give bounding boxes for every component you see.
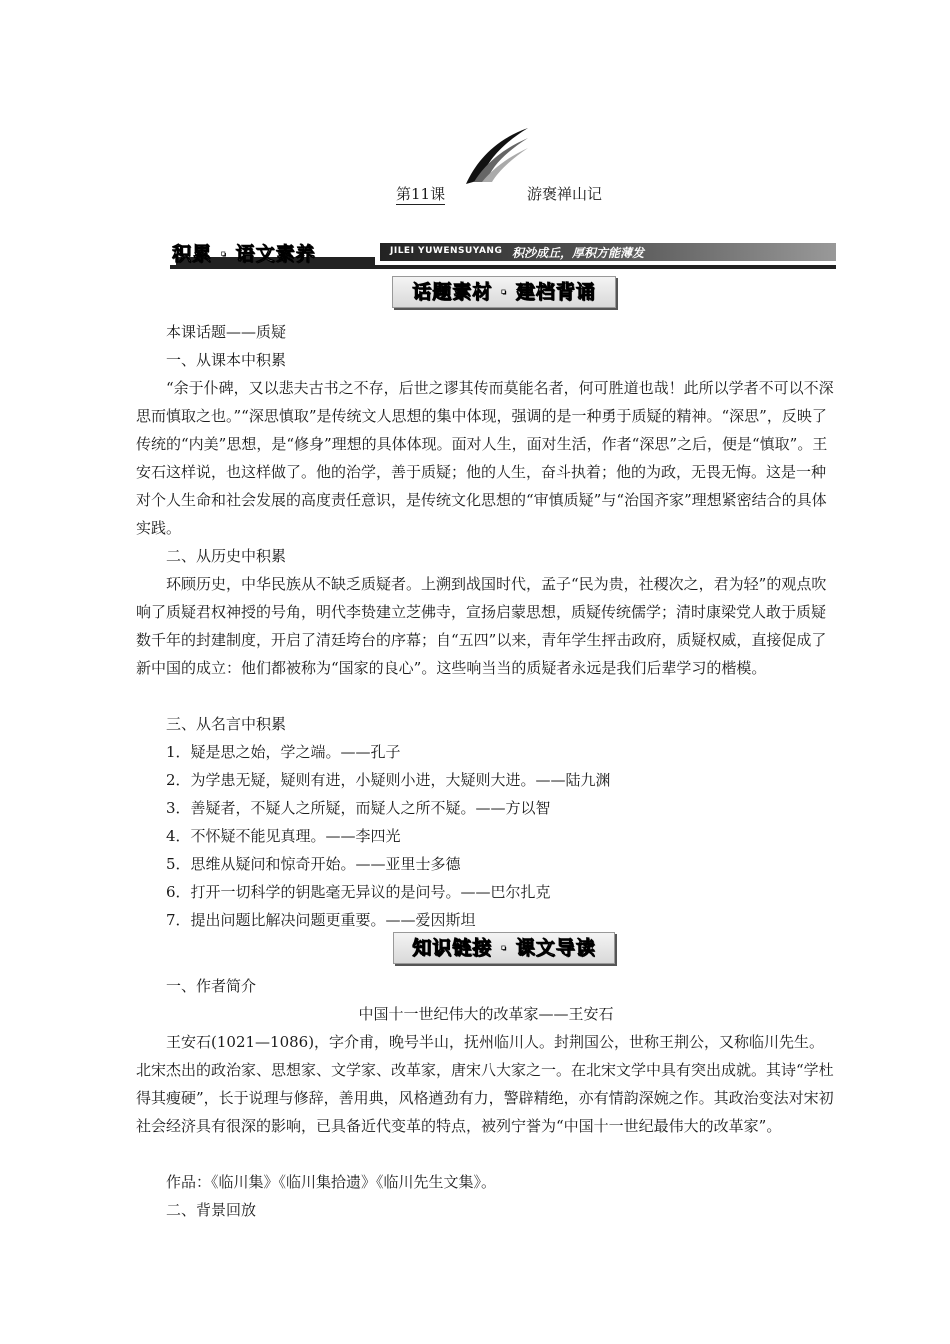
lesson-number: 第11课 xyxy=(396,185,446,203)
topic-line: 本课话题——质疑 xyxy=(166,323,287,341)
part3-heading: 三、从名言中积累 xyxy=(166,715,287,733)
works-line: 作品：《临川集》《临川集拾遗》《临川先生文集》。 xyxy=(166,1173,497,1191)
quote-item: 7．提出问题比解决问题更重要。——爱因斯坦 xyxy=(166,911,476,929)
banner-pinyin: JILEI YUWENSUYANG xyxy=(390,246,503,256)
accumulation-banner xyxy=(170,235,836,269)
part2-heading: 二、从历史中积累 xyxy=(166,547,287,565)
author-paragraph: 王安石(1021—1086)，字介甫，晚号半山，抚州临川人。封荆国公，世称王荆公，又称临川先生。北宋杰出的政治家、思想家、文学家、改革家，唐宋八大家之一。在北宋文学中具有突出成就。其诗“学杜得其瘦硬”，长于说理与修辞，善用典，风格遒劲有力，警辟精绝，亦有情韵深婉之作。其政治变法对宋初社会经济具有很深的影响，已具备近代变革的特点，被列宁誉为“中国十一世纪最伟大的改革家”。 xyxy=(136,1033,834,1135)
background-heading: 二、背景回放 xyxy=(166,1201,257,1219)
part2-paragraph: 环顾历史，中华民族从不缺乏质疑者。上溯到战国时代，孟子“民为贵，社稷次之，君为轻”的观点吹响了质疑君权神授的号角，明代李贽建立芝佛寺，宣扬启蒙思想，质疑传统儒学；清时康梁党人敢于质疑数千年的封建制度，开启了清廷垮台的序幕；自“五四”以来，青年学生抨击政府，质疑权威，直接促成了新中国的成立：他们都被称为“国家的良心”。这些响当当的质疑者永远是我们后辈学习的楷模。 xyxy=(136,575,827,677)
quote-item: 6．打开一切科学的钥匙毫无异议的是问号。——巴尔扎克 xyxy=(166,883,551,901)
quote-item: 4．不怀疑不能见真理。——李四光 xyxy=(166,827,401,845)
section-header-topic-material: 话题素材 · 建档背诵 xyxy=(392,276,616,308)
lesson-logo-icon xyxy=(462,126,532,186)
lesson-title: 游褒禅山记 xyxy=(527,185,603,203)
quote-item: 5．思维从疑问和惊奇开始。——亚里士多德 xyxy=(166,855,461,873)
banner-main-title: 积累 · 语文素养 xyxy=(172,243,316,265)
quote-item: 1．疑是思之始，学之端。——孔子 xyxy=(166,743,401,761)
author-heading: 一、作者简介 xyxy=(166,977,257,995)
part1-paragraph: “余于仆碑，又以悲夫古书之不存，后世之谬其传而莫能名者，何可胜道也哉！此所以学者不可以不深思而慎取之也。”“深思慎取”是传统文人思想的集中体现，强调的是一种勇于质疑的精神。“深思”，反映了传统的“内美”思想，是“修身”理想的具体体现。面对人生，面对生活，作者“深思”之后，便是“慎取”。王安石这样说，也这样做了。他的治学，善于质疑；他的人生，奋斗执着；他的为政，无畏无悔。这是一种对个人生命和社会发展的高度责任意识，是传统文化思想的“审慎质疑”与“治国齐家”理想紧密结合的具体实践。 xyxy=(136,379,834,537)
banner-slogan: 积沙成丘，厚积方能薄发 xyxy=(512,246,645,260)
part1-heading: 一、从课本中积累 xyxy=(166,351,287,369)
section-header-knowledge-link: 知识链接 · 课文导读 xyxy=(393,932,615,964)
author-subtitle: 中国十一世纪伟大的改革家——王安石 xyxy=(358,1005,614,1023)
quote-item: 3．善疑者，不疑人之所疑，而疑人之所不疑。——方以智 xyxy=(166,799,551,817)
quote-item: 2．为学患无疑，疑则有进，小疑则小进，大疑则大进。——陆九渊 xyxy=(166,771,611,789)
lesson-heading xyxy=(396,183,603,204)
